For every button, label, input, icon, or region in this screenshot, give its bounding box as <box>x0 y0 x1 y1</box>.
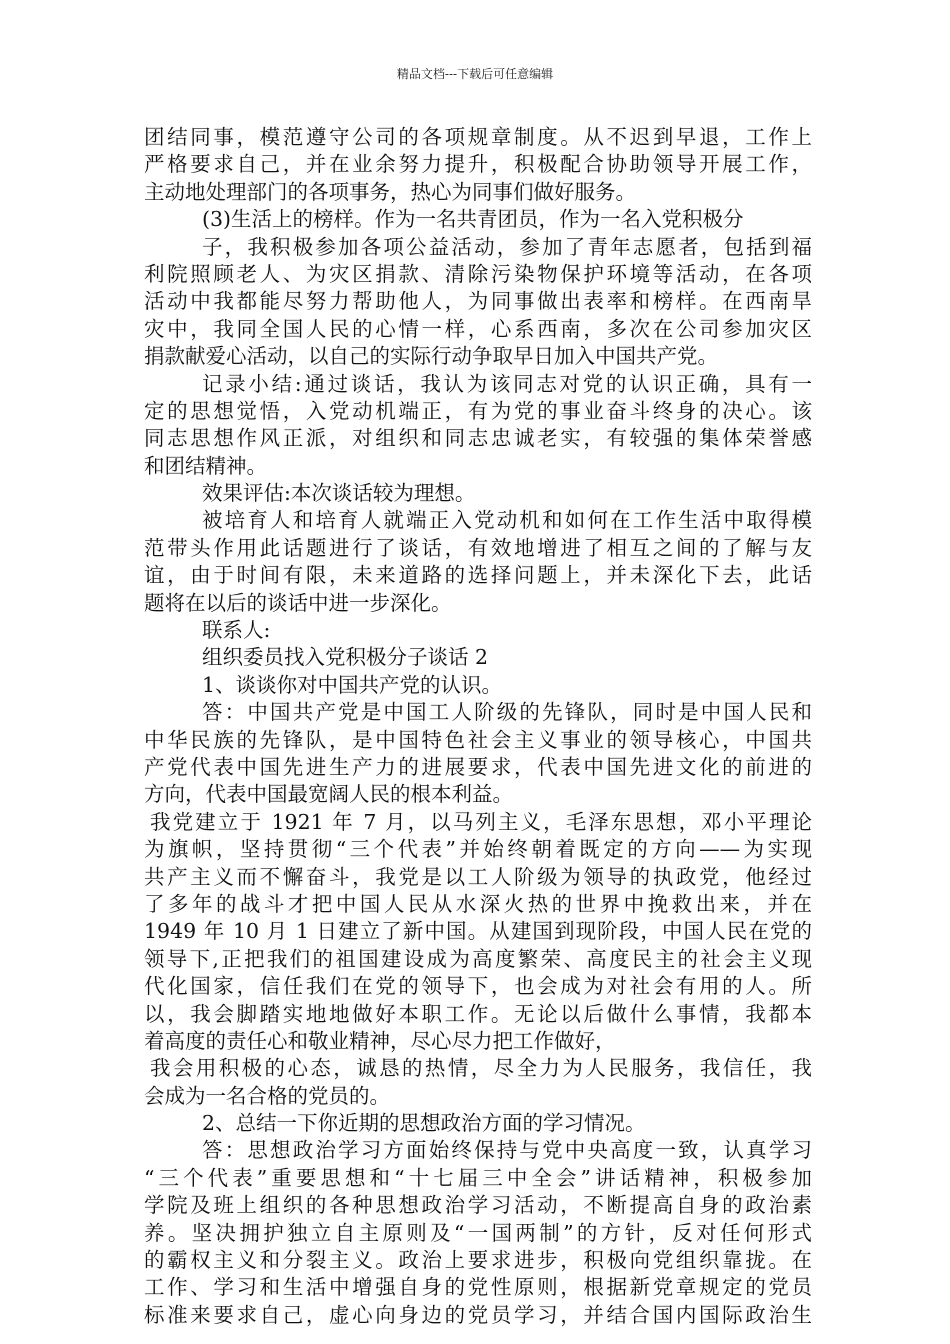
text-line: 和团结精神。 <box>144 453 267 478</box>
text-line: 了多年的战斗才把中国人民从水深火热的世界中挽救出来，并在 <box>144 891 812 916</box>
text-line: 谊，由于时间有限，未来道路的选择问题上，并未深化下去，此话 <box>144 563 812 588</box>
text-line: 同志思想作风正派，对组织和同志忠诚老实，有较强的集体荣誉感 <box>144 426 812 451</box>
text-line: 题将在以后的谈话中进一步深化。 <box>144 590 452 615</box>
text-line: 共产主义而不懈奋斗，我党是以工人阶级为领导的执政党，他经过 <box>144 864 812 889</box>
text-line: 被培育人和培育人就端正入党动机和如何在工作生活中取得模 <box>202 508 812 533</box>
text-line: 领导下,正把我们的祖国建设成为高度繁荣、高度民主的社会主义现 <box>144 946 812 971</box>
text-line: 捐款献爱心活动，以自己的实际行动争取早日加入中国共产党。 <box>144 344 718 369</box>
text-line: 组织委员找入党积极分子谈话 2 <box>202 645 489 670</box>
text-line: 中华民族的先锋队，是中国特色社会主义事业的领导核心，中国共 <box>144 727 812 752</box>
text-line: 答：中国共产党是中国工人阶级的先锋队，同时是中国人民和 <box>202 700 812 725</box>
text-line: 标准来要求自己，虚心向身边的党员学习，并结合国内国际政治生 <box>144 1302 812 1327</box>
text-line: 利院照顾老人、为灾区捐款、清除污染物保护环境等活动，在各项 <box>144 261 812 286</box>
text-line: 会成为一名合格的党员的。 <box>144 1083 390 1108</box>
text-line: 我会用积极的心态，诚恳的热情，尽全力为人民服务，我信任，我 <box>150 1056 812 1081</box>
text-line: 严格要求自己，并在业余努力提升，积极配合协助领导开展工作， <box>144 152 812 177</box>
text-line: 1949 年 10 月 1 日建立了新中国。从建国到现阶段，中国人民在党的 <box>144 919 812 944</box>
text-line: 定的思想觉悟，入党动机端正，有为党的事业奋斗终身的决心。该 <box>144 398 812 423</box>
text-line: 为旗帜，坚持贯彻“三个代表”并始终朝着既定的方向——为实现 <box>144 837 812 862</box>
page-header: 精品文档---下载后可任意编辑 <box>396 67 554 81</box>
text-line: 子，我积极参加各项公益活动，参加了青年志愿者，包括到福 <box>202 234 812 259</box>
text-line: 2、总结一下你近期的思想政治方面的学习情况。 <box>202 1111 646 1136</box>
text-line: “三个代表”重要思想和“十七届三中全会”讲话精神，积极参加 <box>144 1165 812 1190</box>
text-line: 答：思想政治学习方面始终保持与党中央高度一致，认真学习 <box>202 1138 812 1163</box>
text-line: 效果评估:本次谈话较为理想。 <box>202 481 476 506</box>
text-line: 主动地处理部门的各项事务，热心为同事们做好服务。 <box>144 179 636 204</box>
text-line: 着高度的责任心和敬业精神，尽心尽力把工作做好， <box>144 1028 616 1053</box>
text-line: 代化国家，信任我们在党的领导下，也会成为对社会有用的人。所 <box>144 974 812 999</box>
text-line: 灾中，我同全国人民的心情一样，心系西南，多次在公司参加灾区 <box>144 316 812 341</box>
text-line: 方向，代表中国最宽阔人民的根本利益。 <box>144 782 513 807</box>
text-line: 的霸权主义和分裂主义。政治上要求进步，积极向党组织靠拢。在 <box>144 1248 812 1273</box>
text-line: 产党代表中国先进生产力的进展要求，代表中国先进文化的前进的 <box>144 754 812 779</box>
text-line: (3)生活上的榜样。作为一名共青团员，作为一名入党积极分 <box>202 207 744 232</box>
text-line: 记录小结:通过谈话，我认为该同志对党的认识正确，具有一 <box>202 371 812 396</box>
text-line: 范带头作用此话题进行了谈话，有效地增进了相互之间的了解与友 <box>144 535 812 560</box>
text-line: 联系人: <box>202 618 271 643</box>
text-line: 养。坚决拥护独立自主原则及“一国两制”的方针，反对任何形式 <box>144 1220 812 1245</box>
text-line: 学院及班上组织的各种思想政治学习活动，不断提高自身的政治素 <box>144 1193 812 1218</box>
text-line: 我党建立于 1921 年 7 月，以马列主义，毛泽东思想，邓小平理论 <box>150 809 812 834</box>
text-line: 1、谈谈你对中国共产党的认识。 <box>202 672 503 697</box>
text-line: 工作、学习和生活中增强自身的党性原则，根据新党章规定的党员 <box>144 1275 812 1300</box>
text-line: 活动中我都能尽努力帮助他人，为同事做出表率和榜样。在西南旱 <box>144 289 812 314</box>
text-line: 以，我会脚踏实地地做好本职工作。无论以后做什么事情，我都本 <box>144 1001 812 1026</box>
text-line: 团结同事，模范遵守公司的各项规章制度。从不迟到早退，工作上 <box>144 125 812 149</box>
document-body <box>144 124 812 1329</box>
